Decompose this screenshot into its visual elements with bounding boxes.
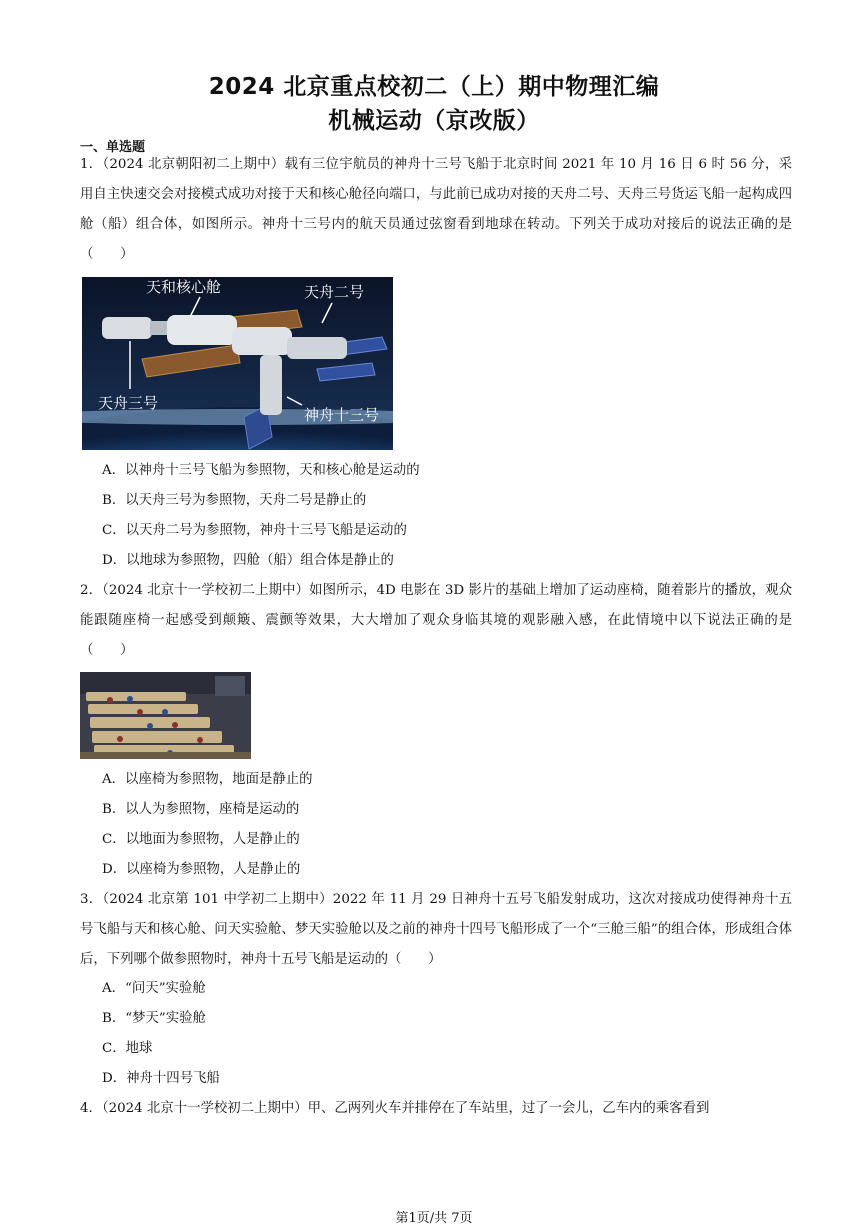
label-shenzhou-13: 神舟十三号 xyxy=(304,406,380,424)
space-station-image xyxy=(82,277,393,450)
q2-option-c: C．以地面为参照物，人是静止的 xyxy=(102,832,300,847)
q3-option-b: B．“梦天”实验舱 xyxy=(102,1011,206,1026)
question-2-text: 2．（2024 北京十一学校初二上期中）如图所示，4D 电影在 3D 影片的基础上增加了运动座椅，随着影片的播放，观众能跟随座椅一起感受到颠簸、震颤等效果，大大增加了观众身临其境的观影融入感，在此情境中以下说法正确的是（ ） xyxy=(80,583,792,658)
q2-option-b: B．以人为参照物，座椅是运动的 xyxy=(102,802,300,817)
question-3-text: 3．（2024 北京第 101 中学初二上期中）2022 年 11 月 29 日神舟十五号飞船发射成功，这次对接成功使得神舟十五号飞船与天和核心舱、问天实验舱、梦天实验舱以及之前的神舟十四号飞船形成了一个“三舱三船”的组合体，形成组合体后，下列哪个做参照物时，神舟十五号飞船是运动的（ ） xyxy=(80,892,792,967)
q1-option-d: D．以地球为参照物，四舱（船）组合体是静止的 xyxy=(102,553,394,568)
label-tianzhou-2: 天舟二号 xyxy=(304,283,365,301)
page-footer: 第1页/共 7页 xyxy=(395,1211,473,1226)
q3-option-d: D．神舟十四号飞船 xyxy=(102,1071,220,1086)
section-title: 一、单选题 xyxy=(80,140,146,155)
q1-option-a: A．以神舟十三号飞船为参照物，天和核心舱是运动的 xyxy=(102,463,420,478)
q3-option-a: A．“问天”实验舱 xyxy=(102,981,206,996)
q1-option-c: C．以天舟二号为参照物，神舟十三号飞船是运动的 xyxy=(102,523,407,538)
cinema-seats-image xyxy=(80,672,251,759)
question-4-text: 4．（2024 北京十一学校初二上期中）甲、乙两列火车并排停在了车站里，过了一会儿，乙车内的乘客看到 xyxy=(80,1101,710,1116)
label-core-module: 天和核心舱 xyxy=(146,278,222,296)
page-subtitle: 机械运动（京改版） xyxy=(328,108,540,134)
q1-option-b: B．以天舟三号为参照物，天舟二号是静止的 xyxy=(102,493,367,508)
label-tianzhou-3: 天舟三号 xyxy=(98,394,159,412)
q3-option-c: C．地球 xyxy=(102,1041,153,1056)
question-1-text: 1．（2024 北京朝阳初二上期中）载有三位宇航员的神舟十三号飞船于北京时间 2021 年 10 月 16 日 6 时 56 分，采用自主快速交会对接模式成功对接于天和核心舱径向端口，与此前已成功对接的天舟二号、天舟三号货运飞船一起构成四舱（船）组合体，如图所示。神舟十三号内的航天员通过弦窗看到地球在转动。下列关于成功对接后的说法正确的是（ ） xyxy=(80,157,792,262)
q2-option-d: D．以座椅为参照物，人是静止的 xyxy=(102,862,301,877)
q2-option-a: A．以座椅为参照物，地面是静止的 xyxy=(102,772,313,787)
page-title: 2024 北京重点校初二（上）期中物理汇编 xyxy=(208,74,660,100)
